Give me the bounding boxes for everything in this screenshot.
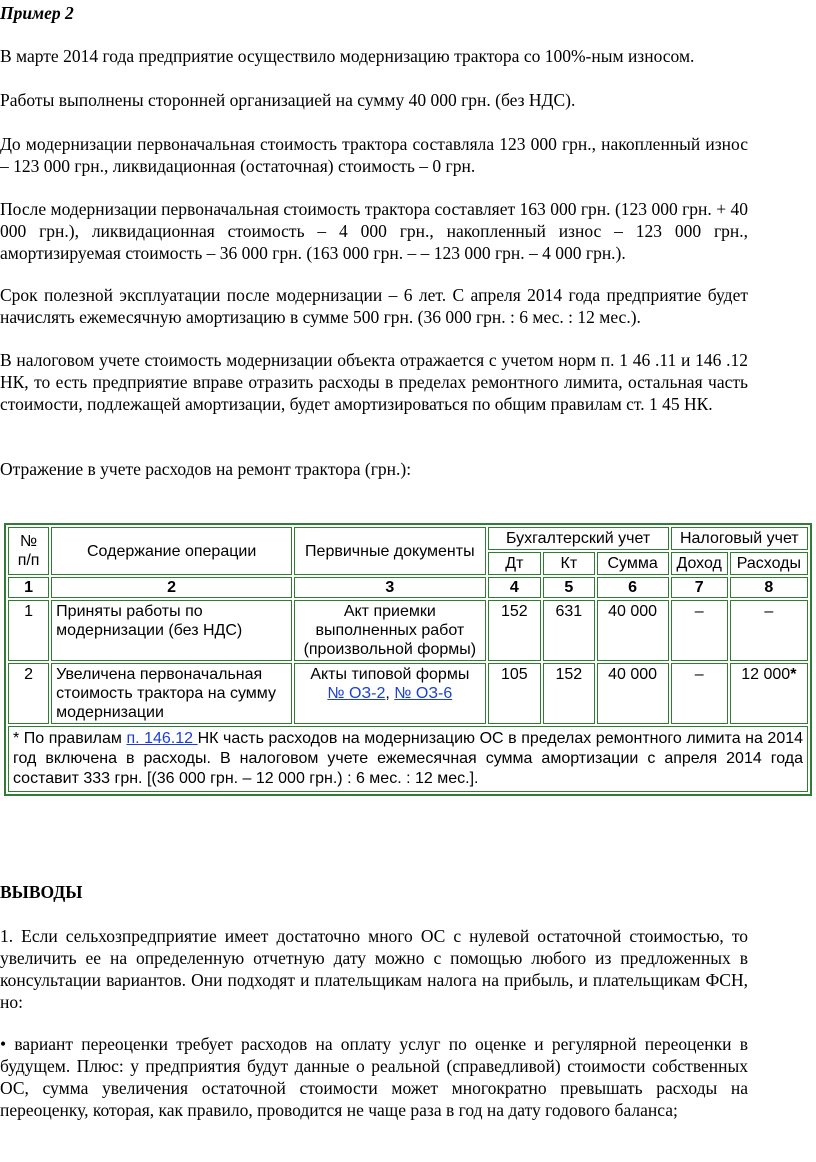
conclusions-title: ВЫВОДЫ	[0, 882, 83, 902]
paragraph-tax-accounting: В налоговом учете стоимость модернизации объекта отражается с учетом норм п. 1 46 .11 и 146 .12 НК, то есть предприятие вправе отразить расходы в пределах ремонтного лимита, остальная часть стоимости, подлежащей амортизации, будет амортизироваться по общим правилам ст. 1 45 НК.	[0, 350, 748, 414]
conclusion-item-1: 1. Если сельхозпредприятие имеет достаточно много ОС с нулевой остаточной стоимостью, то увеличить ее на определенную отчетную дату можно с помощью любого из предложенных в консультации вариантов. Они подходят и плательщикам налога на прибыль, и плательщикам ФСН, но:	[0, 926, 748, 1012]
note-prefix: * По правилам	[13, 730, 127, 747]
column-number-row	[8, 577, 808, 598]
col-number: 2	[51, 577, 292, 598]
paragraph-works: Работы выполнены сторонней организацией на сумму 40 000 грн. (без НДС).	[0, 90, 576, 110]
row-expense	[730, 663, 808, 724]
row-expense: –	[730, 600, 808, 661]
expense-value: 12 000	[741, 666, 791, 683]
col-number: 8	[730, 577, 808, 598]
table-row	[8, 600, 808, 661]
header-income: Доход	[671, 552, 728, 575]
header-kt: Кт	[543, 552, 594, 575]
conclusion-item-bullet: • вариант переоценки требует расходов на оплату услуг по оценке и регулярной переоценки в будущем. Плюс: у предприятия будут данные о реальной (справедливой) стоимости собственных ОС, сумма увеличения остаточной стоимости может многократно превышать расходы на переоценку, которая, как правило, проводится не чаще раза в год на дату годового баланса;	[0, 1034, 748, 1120]
paragraph-table-intro: Отражение в учете расходов на ремонт трактора (грн.):	[0, 459, 412, 479]
row-docs	[294, 663, 485, 724]
paragraph-before: До модернизации первоначальная стоимость трактора составляла 123 000 грн., накопленный износ – 123 000 грн., ликвидационная (остаточная) стоимость – 0 грн.	[0, 134, 748, 176]
repair-accounting-table	[4, 523, 812, 796]
row-content: Приняты работы по модернизации (без НДС)	[51, 600, 292, 661]
example-title: Пример 2	[0, 3, 74, 23]
row-dt: 152	[488, 600, 542, 661]
table-row	[8, 663, 808, 724]
paragraph-modernization: В марте 2014 года предприятие осуществило модернизацию трактора со 100%-ным износом.	[0, 46, 695, 66]
row-income: –	[671, 600, 728, 661]
header-num: № п/п	[8, 527, 49, 575]
col-number: 1	[8, 577, 49, 598]
col-number: 7	[671, 577, 728, 598]
header-content: Содержание операции	[51, 527, 292, 575]
row-sum: 40 000	[597, 600, 669, 661]
row-num: 2	[8, 663, 49, 724]
article-146-12-link[interactable]: п. 146.12	[126, 730, 198, 747]
paragraph-after: После модернизации первоначальная стоимость трактора составляет 163 000 грн. (123 000 грн. + 40 000 грн.), ликвидационная стоимость – 4 000 грн., накопленный износ – 123 000 грн., амортизируемая стоимость – 36 000 грн. (163 000 грн. – – 123 000 грн. – 4 000 грн.).	[0, 199, 748, 263]
footnote-mark: *	[790, 666, 797, 683]
note-text: НК часть расходов на модернизацию ОС в пределах ремонтного лимита на 2014 год включена в расходы. В налоговом учете ежемесячная сумма амортизации с апреля 2014 года составит 333 грн. [(36 000 грн. – 12 000 грн.) : 6 мес. : 12 мес.].	[13, 730, 804, 787]
row-kt: 631	[543, 600, 594, 661]
table-note-row	[8, 726, 808, 792]
header-dt: Дт	[488, 552, 542, 575]
header-sum: Сумма	[597, 552, 669, 575]
row-sum: 40 000	[597, 663, 669, 724]
paragraph-useful-life: Срок полезной эксплуатации после модернизации – 6 лет. С апреля 2014 года предприятие будет начислять ежемесячную амортизацию в сумме 500 грн. (36 000 грн. : 6 мес. : 12 мес.).	[0, 285, 748, 327]
oz6-form-link[interactable]: № ОЗ-6	[394, 685, 453, 702]
header-expense: Расходы	[730, 552, 808, 575]
row-content: Увеличена первоначальная стоимость трактора на сумму модернизации	[51, 663, 292, 724]
header-docs: Первичные документы	[294, 527, 485, 575]
row-kt: 152	[543, 663, 594, 724]
header-tax: Налоговый учет	[671, 527, 808, 550]
table-footnote	[8, 726, 808, 792]
row-num: 1	[8, 600, 49, 661]
row-income: –	[671, 663, 728, 724]
row-docs: Акт приемки выполненных работ (произвольной формы)	[294, 600, 485, 661]
row-dt: 105	[488, 663, 542, 724]
docs-separator: ,	[385, 685, 395, 702]
col-number: 3	[294, 577, 485, 598]
docs-prefix: Акты типовой формы	[310, 666, 470, 683]
header-accounting: Бухгалтерский учет	[488, 527, 669, 550]
col-number: 5	[543, 577, 594, 598]
col-number: 4	[488, 577, 542, 598]
oz2-form-link[interactable]: № ОЗ-2	[327, 685, 386, 702]
col-number: 6	[597, 577, 669, 598]
